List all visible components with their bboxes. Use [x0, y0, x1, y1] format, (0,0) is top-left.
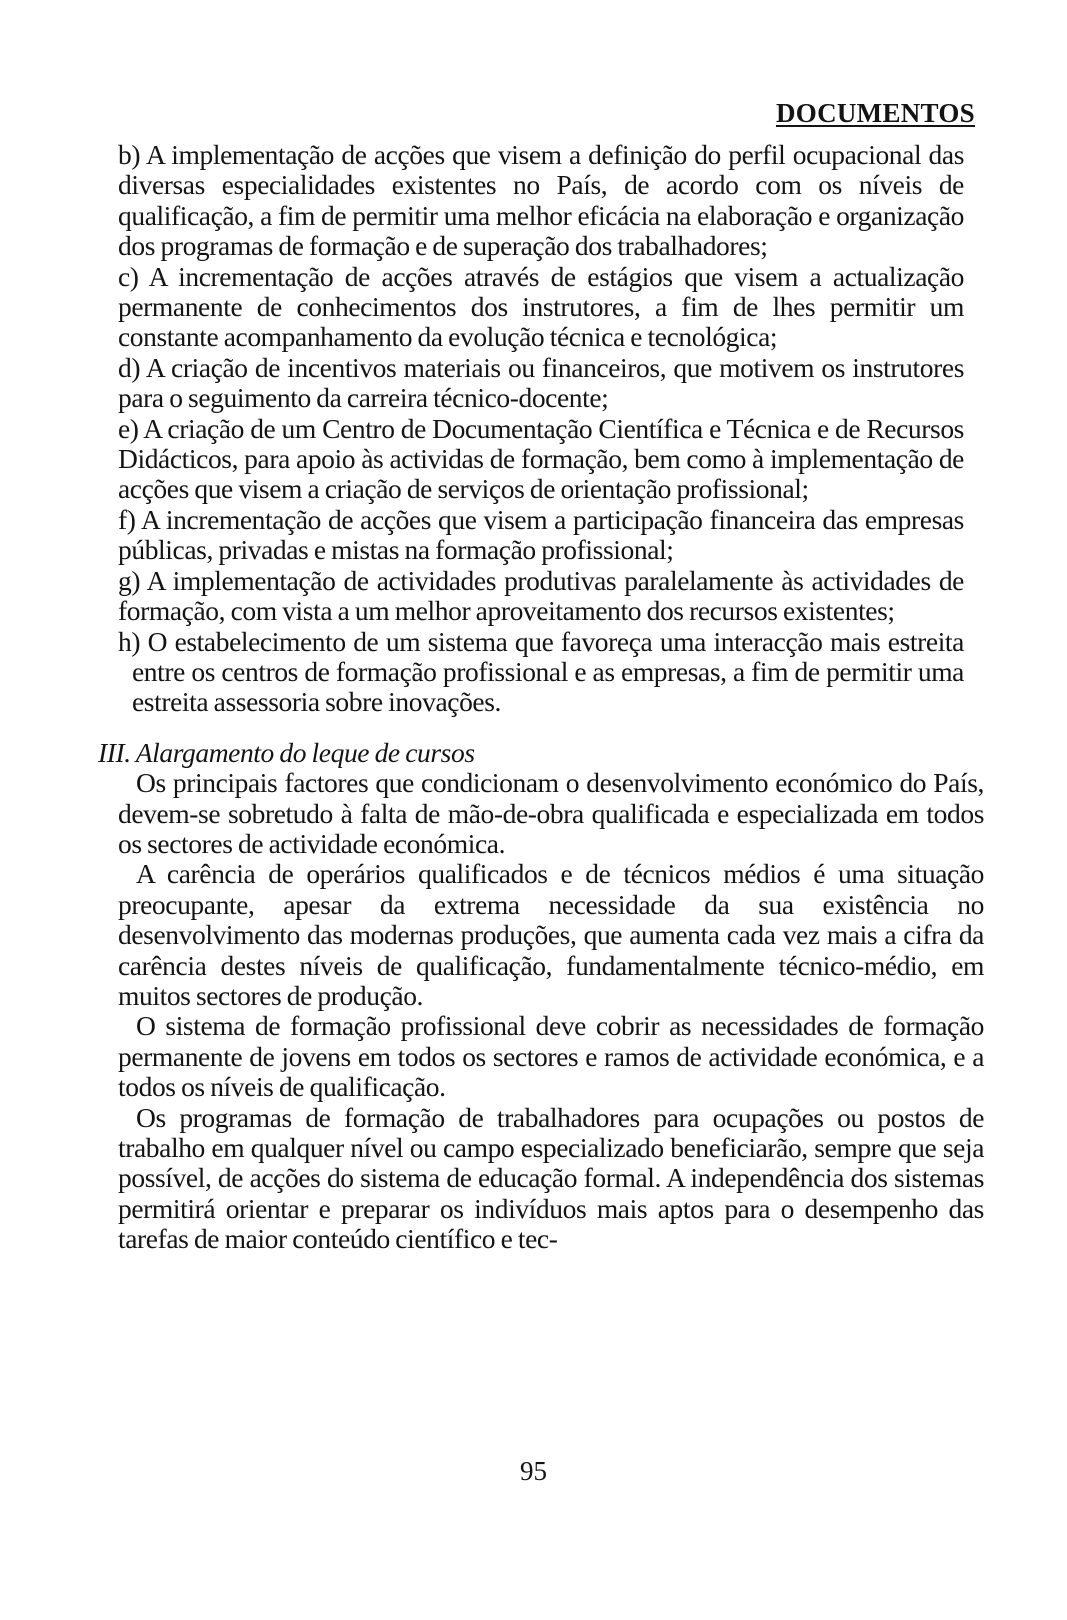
item-text: A implementação de acções que visem a definição do perfil ocupacional das diversas especialidades existentes no País, de acordo com os níveis de qualificação, a fim de permitir uma melhor eficácia na elaboração e organização dos programas de formação e de superação dos trabalhadores;	[118, 139, 964, 262]
item-label: g)	[118, 564, 141, 596]
item-label: d)	[118, 351, 141, 383]
item-text: A incrementação de acções que visem a participação financeira das empresas públicas, privadas e mistas na formação profissional;	[118, 503, 964, 566]
paragraph: O sistema de formação profissional deve cobrir as necessidades de formação permanente de jovens em todos os sectores e ramos de actividade económica, e a todos os níveis de qualificação.	[118, 1010, 984, 1103]
paragraph: Os principais factores que condicionam o desenvolvimento económico do País, devem-se sobretudo à falta de mão-de-obra qualificada e especializada em todos os sectores de actividade económica.	[118, 767, 984, 859]
item-label: b)	[118, 139, 141, 170]
page-body	[98, 139, 984, 1255]
list-item-f	[118, 505, 964, 566]
running-header: DOCUMENTOS	[775, 98, 975, 128]
item-label: f)	[118, 503, 136, 535]
list-item-b	[118, 140, 964, 262]
paragraph: A carência de operários qualificados e de técnicos médios é uma situação preocupante, apesar da extrema necessidade da sua existência no desenvolvimento das modernas produções, que aumenta cada vez mais a cifra da carência destes níveis de qualificação, fundamentalmente técnico-médio, em muitos sectores de produção.	[118, 858, 984, 1011]
item-text: A criação de um Centro de Documentação Científica e Técnica e de Recursos Didácticos, para apoio às actividas de formação, bem como à implementação de acções que visem a criação de serviços de orientação profissional;	[118, 412, 964, 505]
item-label: e)	[118, 412, 139, 444]
list-item-d	[118, 353, 964, 414]
list-item-e	[118, 414, 964, 505]
item-label: c)	[118, 260, 139, 292]
item-text: O estabelecimento de um sistema que favoreça uma interacção mais estreita entre os centros de formação profissional e as empresas, a fim de permitir uma estreita assessoria sobre inovações.	[132, 625, 964, 718]
list-item-c	[118, 262, 964, 353]
item-text: A implementação de actividades produtivas paralelamente às actividades de formação, com vista a um melhor aproveitamento dos recursos existentes;	[118, 564, 964, 627]
list-item-g	[118, 566, 964, 627]
item-text: A criação de incentivos materiais ou financeiros, que motivem os instrutores para o seguimento da carreira técnico-docente;	[118, 351, 964, 414]
list-item-h	[118, 627, 964, 718]
item-label: h)	[118, 625, 141, 657]
section-heading: III. Alargamento do leque de cursos	[98, 736, 475, 768]
page-number: 95	[520, 1456, 547, 1486]
paragraph: Os programas de formação de trabalhadores para ocupações ou postos de trabalho em qualquer nível ou campo especializado beneficiarão, sempre que seja possível, de acções do sistema de educação formal. A independência dos sistemas permitirá orientar e preparar os indivíduos mais aptos para o desempenho das tarefas de maior conteúdo científico e tec-	[118, 1101, 984, 1255]
item-text: A incrementação de acções através de estágios que visem a actualização permanente de conhecimentos dos instrutores, a fim de lhes permitir um constante acompanhamento da evolução técnica e tecnológica;	[118, 260, 964, 353]
